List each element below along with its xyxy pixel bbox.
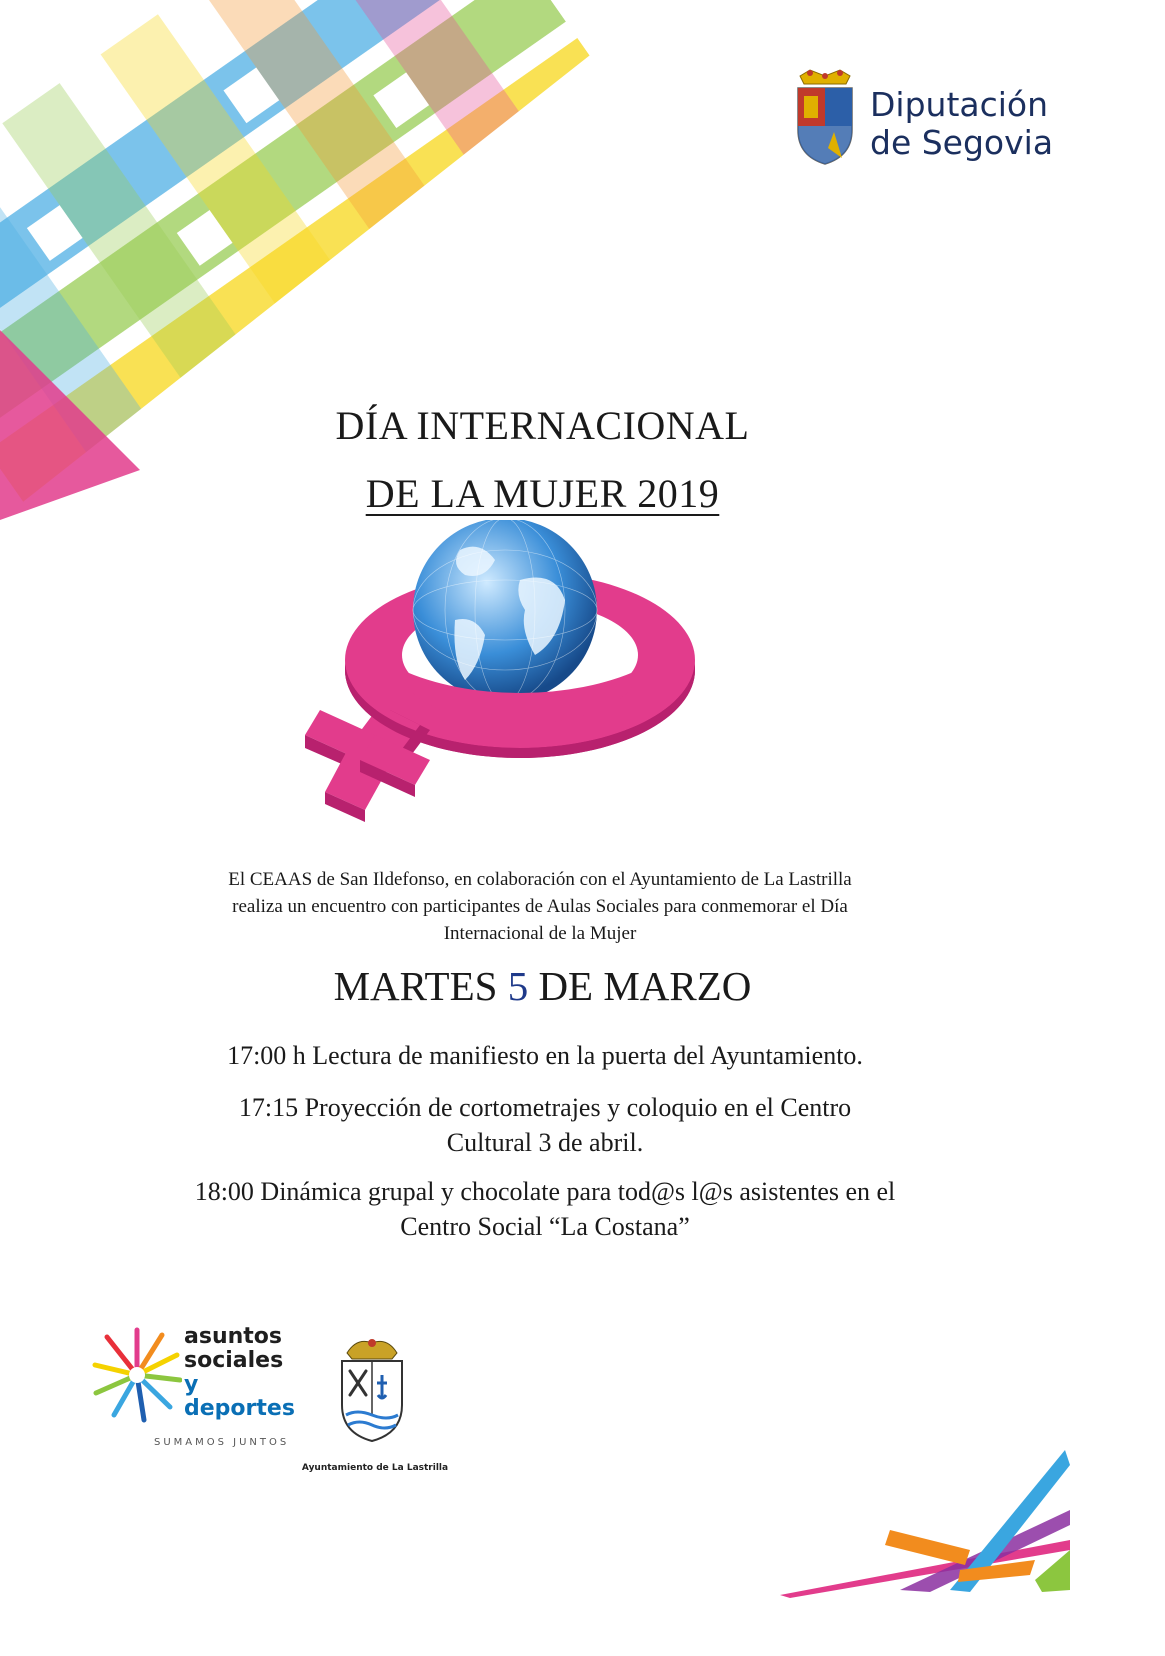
date-day: 5 <box>507 963 529 1009</box>
asuntos-line2: sociales <box>184 1348 284 1373</box>
ayuntamiento-logo <box>300 1335 450 1475</box>
org-name-line1: Diputación <box>870 85 1049 124</box>
intro-line2: realiza un encuentro con participantes de Aulas Sociales para conmemorar el Día <box>232 896 848 917</box>
intro-paragraph <box>150 866 930 947</box>
corner-decoration <box>780 1440 1070 1600</box>
schedule-item-2-line1: 17:15 Proyección de cortometrajes y coloquio en el Centro <box>238 1093 852 1122</box>
intro-line1: El CEAAS de San Ildefonso, en colaboración con el Ayuntamiento de La Lastrilla <box>228 869 852 890</box>
coat-of-arms-icon <box>790 68 860 168</box>
schedule-item-3 <box>140 1174 950 1244</box>
starburst-icon <box>92 1325 182 1425</box>
diputacion-logo <box>790 68 1060 178</box>
schedule-item-2-line2: Cultural 3 de abril. <box>446 1128 644 1157</box>
date-suffix: DE MARZO <box>528 963 752 1009</box>
event-date <box>0 962 1085 1010</box>
date-prefix: MARTES <box>333 963 508 1009</box>
schedule-item-3-line1: 18:00 Dinámica grupal y chocolate para tod@s l@s asistentes en el <box>194 1177 896 1206</box>
asuntos-sociales-logo <box>92 1324 295 1448</box>
asuntos-line1: asuntos <box>184 1324 282 1349</box>
intro-line3: Internacional de la Mujer <box>443 923 637 944</box>
org-name-line2: de Segovia <box>870 123 1054 162</box>
org-name <box>870 86 1053 162</box>
female-symbol-globe-icon <box>280 520 740 840</box>
page-title-line2: DE LA MUJER 2019 <box>365 471 720 516</box>
asuntos-sociales-text <box>184 1325 295 1421</box>
asuntos-line3: y deportes <box>184 1372 295 1421</box>
schedule-item-2 <box>140 1090 950 1160</box>
lastrilla-shield-icon <box>332 1335 412 1445</box>
page-title-line1: DÍA INTERNACIONAL <box>335 403 750 448</box>
asuntos-slogan: SUMAMOS JUNTOS <box>154 1437 290 1448</box>
ayuntamiento-name: Ayuntamiento de La Lastrilla <box>301 1463 449 1473</box>
schedule-item-1-text: 17:00 h Lectura de manifiesto en la puerta del Ayuntamiento. <box>227 1041 863 1070</box>
schedule-item-3-line2: Centro Social “La Costana” <box>400 1212 690 1241</box>
schedule-item-1 <box>140 1038 950 1073</box>
